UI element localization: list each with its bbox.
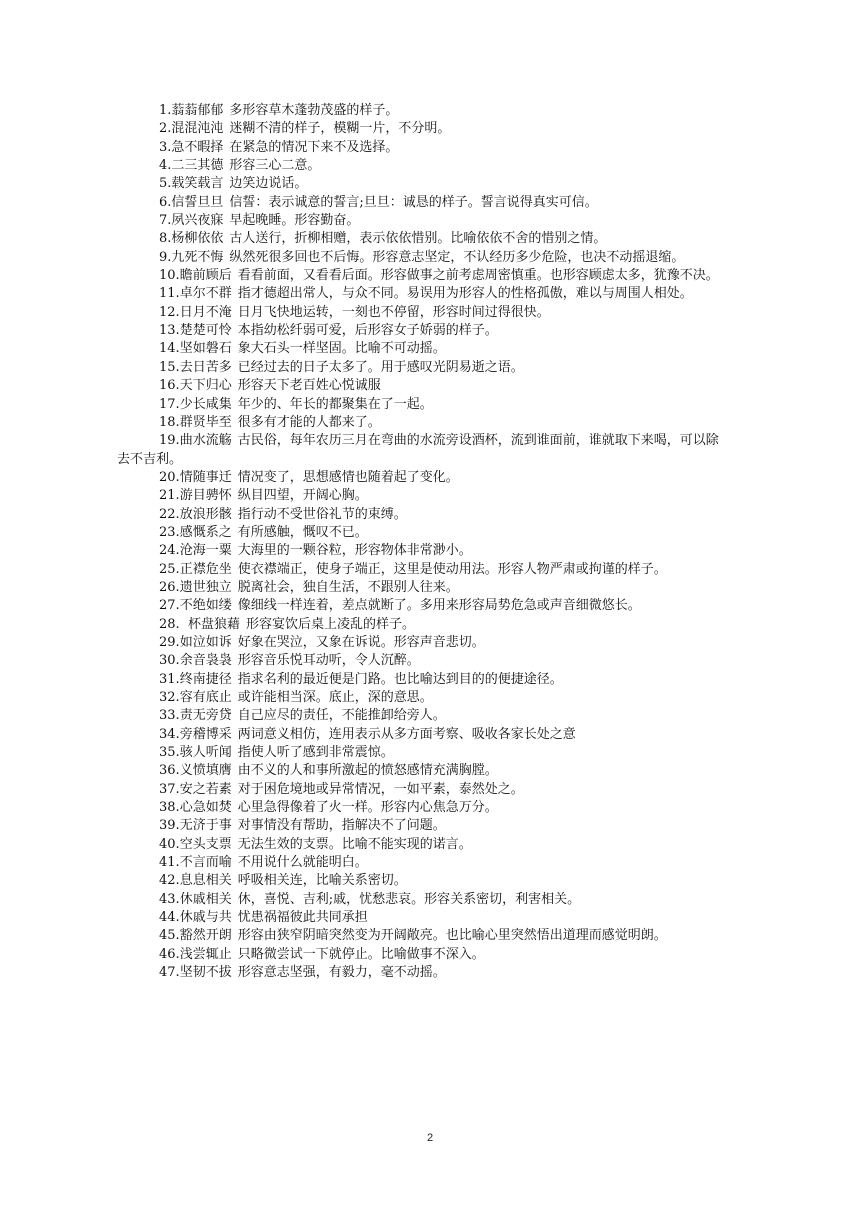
idiom-entry bbox=[117, 836, 725, 854]
idiom-entry bbox=[117, 707, 725, 725]
entry-number: 38. bbox=[159, 800, 180, 816]
idiom-list bbox=[117, 102, 725, 983]
idiom-definition: 指才德超出常人，与众不同。易误用为形容人的性格孤傲，难以与周围人相处。 bbox=[237, 286, 693, 302]
idiom-term: 日月不淹 bbox=[179, 304, 232, 320]
idiom-term: 坚如磐石 bbox=[179, 341, 232, 357]
idiom-definition: 忧患祸福彼此共同承担 bbox=[237, 910, 368, 926]
idiom-term: 杯盘狼藉 bbox=[179, 616, 240, 632]
idiom-entry bbox=[117, 891, 725, 909]
entry-number: 36. bbox=[159, 763, 180, 779]
idiom-entry bbox=[117, 781, 725, 799]
entry-number: 8. bbox=[159, 231, 172, 247]
idiom-entry bbox=[117, 157, 725, 175]
idiom-entry bbox=[117, 872, 725, 890]
idiom-entry bbox=[117, 744, 725, 762]
entry-number: 47. bbox=[159, 965, 180, 981]
idiom-entry bbox=[117, 542, 725, 560]
idiom-entry bbox=[117, 267, 725, 285]
idiom-definition: 指行动不受世俗礼节的束缚。 bbox=[237, 506, 407, 522]
idiom-entry bbox=[117, 616, 725, 634]
idiom-definition: 不用说什么就能明白。 bbox=[237, 855, 368, 871]
idiom-entry bbox=[117, 817, 725, 835]
entry-number: 12. bbox=[159, 304, 180, 320]
idiom-entry bbox=[117, 927, 725, 945]
idiom-entry bbox=[117, 469, 725, 487]
idiom-definition: 本指幼松纤弱可爱，后形容女子娇弱的样子。 bbox=[237, 323, 498, 339]
idiom-term: 休戚相关 bbox=[179, 891, 232, 907]
idiom-term: 空头支票 bbox=[179, 836, 232, 852]
idiom-entry bbox=[117, 799, 725, 817]
idiom-definition: 纵然死很多回也不后悔。形容意志坚定，不认经历多少危险，也决不动摇退缩。 bbox=[229, 249, 685, 265]
idiom-term: 责无旁贷 bbox=[179, 708, 232, 724]
idiom-term: 二三其德 bbox=[171, 158, 224, 174]
entry-number: 34. bbox=[159, 726, 180, 742]
idiom-term: 浅尝辄止 bbox=[179, 946, 232, 962]
entry-number: 17. bbox=[159, 396, 180, 412]
idiom-term: 游目骋怀 bbox=[179, 488, 232, 504]
entry-number: 6. bbox=[159, 194, 172, 210]
entry-number: 27. bbox=[159, 598, 180, 614]
idiom-term: 群贤毕至 bbox=[179, 414, 232, 430]
idiom-definition: 自己应尽的责任，不能推卸给旁人。 bbox=[237, 708, 446, 724]
idiom-definition: 形容天下老百姓心悦诚服 bbox=[237, 378, 381, 394]
idiom-entry bbox=[117, 909, 725, 927]
entry-number: 46. bbox=[159, 946, 180, 962]
idiom-entry bbox=[117, 285, 725, 303]
idiom-term: 遗世独立 bbox=[179, 579, 232, 595]
idiom-entry bbox=[117, 175, 725, 193]
idiom-term: 急不暇择 bbox=[171, 139, 224, 155]
entry-number: 42. bbox=[159, 873, 180, 889]
idiom-definition: 情况变了，思想感情也随着起了变化。 bbox=[237, 469, 459, 485]
idiom-entry bbox=[117, 396, 725, 414]
idiom-term: 感慨系之 bbox=[179, 524, 232, 540]
idiom-definition: 对于困危境地或异常情况，一如平素，泰然处之。 bbox=[237, 781, 524, 797]
entry-number: 39. bbox=[159, 818, 180, 834]
idiom-entry bbox=[117, 377, 725, 395]
idiom-entry bbox=[117, 102, 725, 120]
idiom-entry bbox=[117, 964, 725, 982]
idiom-term: 心急如焚 bbox=[179, 800, 232, 816]
entry-number: 3. bbox=[159, 139, 172, 155]
idiom-term: 载笑载言 bbox=[171, 176, 224, 192]
entry-number: 20. bbox=[159, 469, 180, 485]
page-number: 2 bbox=[426, 1132, 434, 1144]
idiom-term: 容有底止 bbox=[179, 690, 232, 705]
idiom-term: 杨柳依依 bbox=[171, 231, 224, 247]
idiom-entry bbox=[117, 322, 725, 340]
entry-number: 25. bbox=[159, 561, 180, 577]
idiom-entry bbox=[117, 432, 725, 469]
idiom-entry bbox=[117, 487, 725, 505]
idiom-definition: 对事情没有帮助，指解决不了问题。 bbox=[237, 818, 446, 834]
entry-number: 23. bbox=[159, 524, 180, 540]
idiom-definition: 像细线一样连着，差点就断了。多用来形容局势危急或声音细微悠长。 bbox=[237, 598, 641, 614]
idiom-term: 无济于事 bbox=[179, 818, 232, 834]
idiom-entry bbox=[117, 139, 725, 157]
idiom-definition: 形容宴饮后桌上凌乱的样子。 bbox=[245, 616, 415, 632]
idiom-definition: 脱离社会，独自生活，不跟别人往来。 bbox=[237, 579, 459, 595]
idiom-entry bbox=[117, 359, 725, 377]
idiom-definition: 休，喜悦、吉利;戚，忧愁悲哀。形容关系密切，利害相关。 bbox=[237, 891, 581, 907]
entry-number: 18. bbox=[159, 414, 180, 430]
entry-number: 19. bbox=[159, 433, 180, 449]
idiom-definition: 信誓：表示诚意的誓言;旦旦：诚恳的样子。誓言说得真实可信。 bbox=[229, 194, 598, 210]
entry-number: 22. bbox=[159, 506, 180, 522]
idiom-term: 不言而喻 bbox=[179, 855, 232, 871]
entry-number: 41. bbox=[159, 855, 180, 871]
idiom-definition: 在紧急的情况下来不及选择。 bbox=[229, 139, 399, 155]
idiom-term: 不绝如缕 bbox=[179, 598, 232, 614]
entry-number: 45. bbox=[159, 928, 180, 944]
idiom-term: 曲水流觞 bbox=[179, 433, 232, 449]
idiom-definition: 迷糊不清的样子，模糊一片，不分明。 bbox=[229, 121, 451, 137]
idiom-entry bbox=[117, 854, 725, 872]
idiom-definition: 纵目四望，开阔心胸。 bbox=[237, 488, 368, 504]
entry-number: 24. bbox=[159, 543, 180, 559]
idiom-definition: 好象在哭泣，又象在诉说。形容声音悲切。 bbox=[237, 634, 485, 650]
idiom-entry bbox=[117, 249, 725, 267]
idiom-definition: 日月飞快地运转，一刻也不停留，形容时间过得很快。 bbox=[237, 304, 550, 320]
idiom-entry bbox=[117, 561, 725, 579]
entry-number: 1. bbox=[159, 103, 172, 118]
idiom-term: 天下归心 bbox=[179, 378, 232, 394]
idiom-definition: 早起晚睡。形容勤奋。 bbox=[229, 213, 360, 229]
idiom-definition: 或许能相当深。底止，深的意思。 bbox=[237, 690, 433, 705]
idiom-definition: 象大石头一样坚固。比喻不可动摇。 bbox=[237, 341, 446, 357]
entry-number: 43. bbox=[159, 891, 180, 907]
idiom-definition: 多形容草木蓬勃茂盛的样子。 bbox=[229, 103, 399, 118]
idiom-definition: 由不义的人和事所激起的愤怒感情充满胸膛。 bbox=[237, 763, 498, 779]
idiom-term: 豁然开朗 bbox=[179, 928, 232, 944]
idiom-definition: 心里急得像着了火一样。形容内心焦急万分。 bbox=[237, 800, 498, 816]
idiom-term: 瞻前顾后 bbox=[179, 268, 232, 284]
entry-number: 40. bbox=[159, 836, 180, 852]
idiom-entry bbox=[117, 946, 725, 964]
idiom-term: 坚韧不拔 bbox=[179, 965, 232, 981]
idiom-entry bbox=[117, 194, 725, 212]
idiom-entry bbox=[117, 230, 725, 248]
entry-number: 11. bbox=[159, 286, 180, 302]
idiom-entry bbox=[117, 671, 725, 689]
entry-number: 33. bbox=[159, 708, 180, 724]
entry-number: 16. bbox=[159, 378, 180, 394]
idiom-term: 楚楚可怜 bbox=[179, 323, 232, 339]
idiom-definition: 古民俗，每年农历三月在弯曲的水流旁设酒杯，流到谁面前，谁就取下来喝，可以除去不吉利。 bbox=[117, 433, 719, 467]
idiom-term: 旁稽博采 bbox=[179, 726, 232, 742]
idiom-definition: 形容意志坚强，有毅力，毫不动摇。 bbox=[237, 965, 446, 981]
entry-number: 15. bbox=[159, 359, 180, 375]
idiom-term: 安之若素 bbox=[179, 781, 232, 797]
idiom-term: 骇人听闻 bbox=[179, 745, 232, 761]
idiom-definition: 形容由狭窄阴暗突然变为开阔敞亮。也比喻心里突然悟出道理而感觉明朗。 bbox=[237, 928, 667, 944]
idiom-definition: 无法生效的支票。比喻不能实现的诺言。 bbox=[237, 836, 472, 852]
idiom-entry bbox=[117, 762, 725, 780]
idiom-entry bbox=[117, 414, 725, 432]
entry-number: 2. bbox=[159, 121, 172, 137]
entry-number: 31. bbox=[159, 671, 180, 687]
entry-number: 14. bbox=[159, 341, 180, 357]
idiom-term: 正襟危坐 bbox=[179, 561, 232, 577]
idiom-entry bbox=[117, 689, 725, 707]
idiom-entry bbox=[117, 726, 725, 744]
idiom-definition: 使衣襟端正，使身子端正，这里是使动用法。形容人物严肃或拘谨的样子。 bbox=[237, 561, 667, 577]
entry-number: 35. bbox=[159, 745, 180, 761]
idiom-entry bbox=[117, 524, 725, 542]
idiom-term: 情随事迁 bbox=[179, 469, 232, 485]
idiom-term: 终南捷径 bbox=[179, 671, 232, 687]
entry-number: 13. bbox=[159, 323, 180, 339]
entry-number: 30. bbox=[159, 653, 180, 669]
idiom-definition: 有所感触，慨叹不已。 bbox=[237, 524, 368, 540]
idiom-definition: 呼吸相关连，比喻关系密切。 bbox=[237, 873, 407, 889]
idiom-definition: 看看前面，又看看后面。形容做事之前考虑周密慎重。也形容顾虑太多，犹豫不决。 bbox=[237, 268, 719, 284]
idiom-term: 混混沌沌 bbox=[171, 121, 224, 137]
idiom-term: 余音袅袅 bbox=[179, 653, 232, 669]
entry-number: 32. bbox=[159, 690, 180, 705]
idiom-term: 蓊蓊郁郁 bbox=[171, 103, 224, 118]
idiom-term: 沧海一粟 bbox=[179, 543, 232, 559]
idiom-definition: 形容音乐悦耳动听，令人沉醉。 bbox=[237, 653, 420, 669]
idiom-entry bbox=[117, 634, 725, 652]
entry-number: 5. bbox=[159, 176, 172, 192]
idiom-entry bbox=[117, 304, 725, 322]
idiom-term: 九死不悔 bbox=[171, 249, 224, 265]
idiom-definition: 大海里的一颗谷粒，形容物体非常渺小。 bbox=[237, 543, 472, 559]
idiom-definition: 古人送行，折柳相赠，表示依依惜别。比喻依依不舍的惜别之情。 bbox=[229, 231, 607, 247]
idiom-definition: 形容三心二意。 bbox=[229, 158, 321, 174]
entry-number: 37. bbox=[159, 781, 180, 797]
idiom-term: 义愤填膺 bbox=[179, 763, 232, 779]
idiom-entry bbox=[117, 579, 725, 597]
idiom-entry bbox=[117, 120, 725, 138]
entry-number: 7. bbox=[159, 213, 172, 229]
idiom-entry bbox=[117, 506, 725, 524]
idiom-term: 如泣如诉 bbox=[179, 634, 232, 650]
idiom-entry bbox=[117, 597, 725, 615]
idiom-term: 去日苦多 bbox=[179, 359, 232, 375]
idiom-entry bbox=[117, 340, 725, 358]
idiom-term: 少长咸集 bbox=[179, 396, 232, 412]
entry-number: 26. bbox=[159, 579, 180, 595]
idiom-term: 信誓旦旦 bbox=[171, 194, 224, 210]
entry-number: 44. bbox=[159, 910, 180, 926]
idiom-definition: 已经过去的日子太多了。用于感叹光阴易逝之语。 bbox=[237, 359, 524, 375]
entry-number: 10. bbox=[159, 268, 180, 284]
idiom-definition: 只略微尝试一下就停止。比喻做事不深入。 bbox=[237, 946, 485, 962]
idiom-term: 休戚与共 bbox=[179, 910, 232, 926]
idiom-definition: 两词意义相仿，连用表示从多方面考察、吸收各家长处之意 bbox=[237, 726, 576, 742]
idiom-definition: 指求名利的最近便是门路。也比喻达到目的的便捷途径。 bbox=[237, 671, 563, 687]
idiom-definition: 年少的、年长的都聚集在了一起。 bbox=[237, 396, 433, 412]
entry-number: 4. bbox=[159, 158, 172, 174]
idiom-term: 卓尔不群 bbox=[179, 286, 232, 302]
idiom-term: 息息相关 bbox=[179, 873, 232, 889]
entry-number: 21. bbox=[159, 488, 180, 504]
entry-number: 29. bbox=[159, 634, 180, 650]
entry-number: 28. bbox=[159, 616, 180, 632]
idiom-term: 放浪形骸 bbox=[179, 506, 232, 522]
idiom-definition: 很多有才能的人都来了。 bbox=[237, 414, 381, 430]
idiom-term: 夙兴夜寐 bbox=[171, 213, 224, 229]
entry-number: 9. bbox=[159, 249, 172, 265]
idiom-entry bbox=[117, 212, 725, 230]
idiom-definition: 指使人听了感到非常震惊。 bbox=[237, 745, 394, 761]
idiom-entry bbox=[117, 652, 725, 670]
idiom-definition: 边笑边说话。 bbox=[229, 176, 308, 192]
